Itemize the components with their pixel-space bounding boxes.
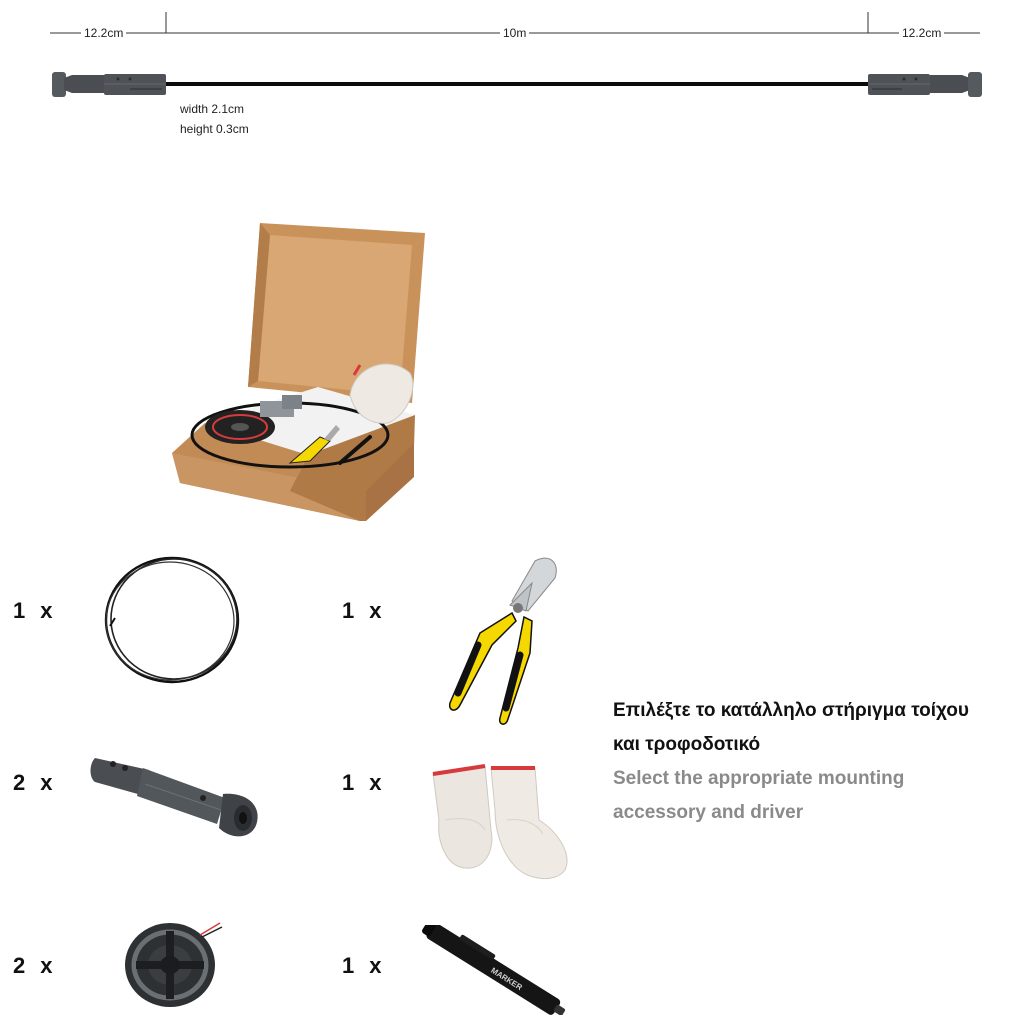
kit-quantity-shears — [342, 598, 383, 624]
info-block — [613, 694, 1018, 830]
middle-length-label: 10m — [500, 26, 529, 40]
quantity-number: 2 — [13, 953, 27, 978]
kit-quantity-end-cap — [13, 770, 54, 796]
left-length-label: 12.2cm — [81, 26, 126, 40]
kit-quantity-marker — [342, 953, 383, 979]
pen-brand-text: MARKER — [489, 965, 524, 993]
pruning-shears-icon — [440, 553, 565, 728]
multiplier-sign: x — [40, 598, 54, 623]
english-instruction-line1: Select the appropriate mounting — [613, 768, 905, 789]
quantity-number: 1 — [342, 953, 356, 978]
greek-instruction-line2: και τροφοδοτικό — [613, 734, 761, 755]
multiplier-sign: x — [40, 770, 54, 795]
multiplier-sign: x — [369, 598, 383, 623]
quantity-number: 1 — [342, 770, 356, 795]
greek-instruction-line1: Επιλέξτε το κατάλληλο στήριγμα τοίχου — [613, 700, 969, 721]
kit-quantity-gloves — [342, 770, 383, 796]
wire-coil-icon — [100, 552, 245, 687]
right-length-label: 12.2cm — [899, 26, 944, 40]
end-cap-connector-icon — [85, 748, 265, 843]
english-instruction-line2: accessory and driver — [613, 802, 804, 823]
height-spec: height 0.3cm — [180, 122, 249, 136]
quantity-number: 1 — [13, 598, 27, 623]
kit-quantity-wire — [13, 598, 54, 624]
quantity-number: 1 — [342, 598, 356, 623]
left-end-cap — [52, 72, 166, 97]
right-end-cap — [868, 72, 982, 97]
multiplier-sign: x — [369, 953, 383, 978]
kit-quantity-led-strip — [13, 953, 54, 979]
multiplier-sign: x — [40, 953, 54, 978]
work-gloves-icon — [425, 760, 575, 885]
led-strip-reel-icon — [120, 915, 225, 1010]
product-box-image — [160, 215, 440, 530]
dimension-diagram — [0, 0, 1024, 140]
quantity-number: 2 — [13, 770, 27, 795]
marker-pen-icon — [410, 925, 580, 1015]
width-spec: width 2.1cm — [180, 102, 245, 116]
multiplier-sign: x — [369, 770, 383, 795]
